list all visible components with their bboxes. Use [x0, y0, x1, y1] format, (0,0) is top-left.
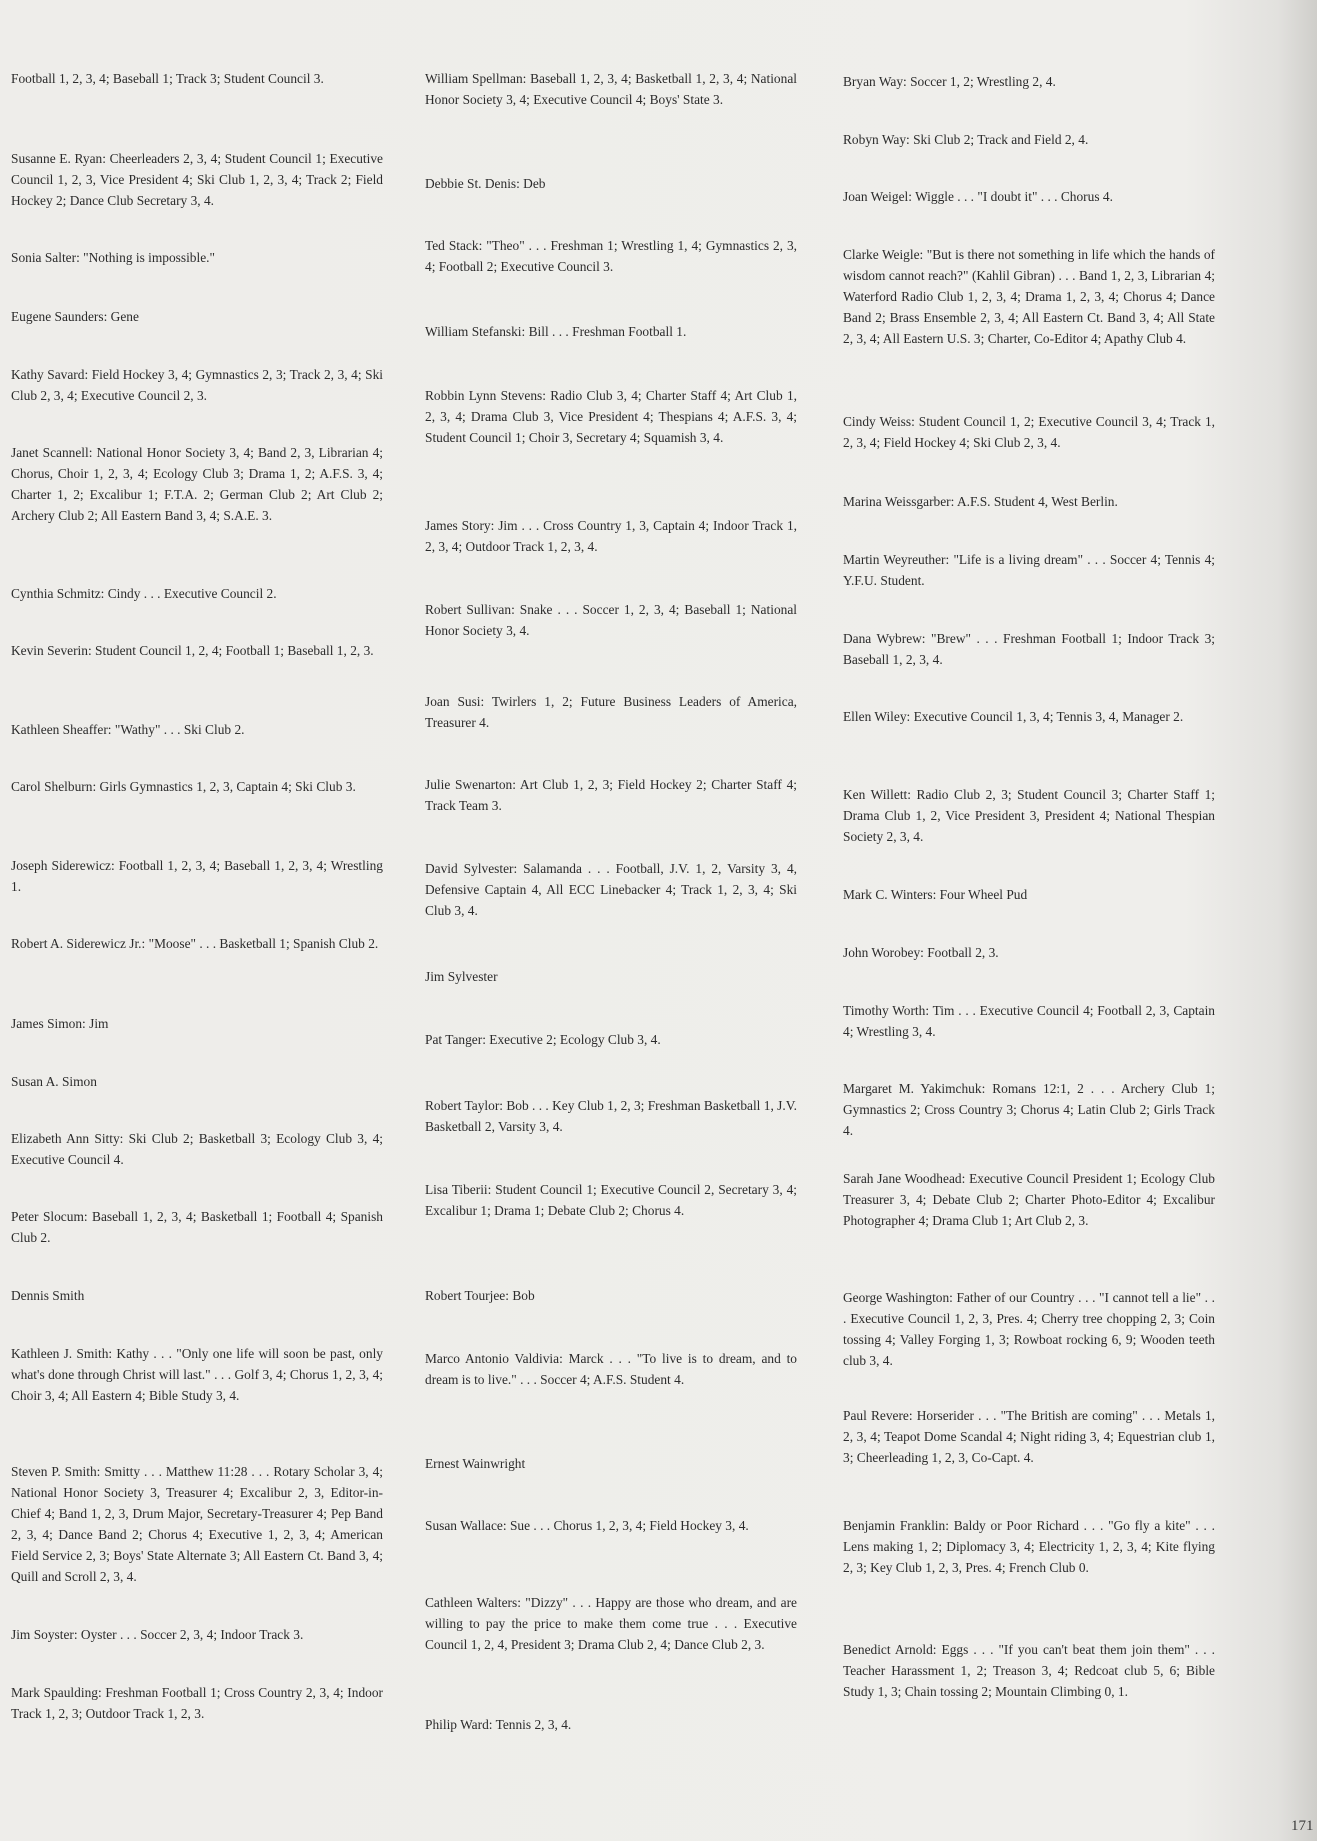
- senior-entry: Julie Swenarton: Art Club 1, 2, 3; Field Hockey 2; Charter Staff 4; Track Team 3.: [425, 777, 797, 813]
- senior-entry: Dennis Smith: [11, 1288, 85, 1303]
- senior-entry: Marco Antonio Valdivia: Marck . . . "To live is to dream, and to dream is to live." . . . Soccer 4; A.F.S. Student 4.: [425, 1351, 797, 1387]
- senior-entry: David Sylvester: Salamanda . . . Football, J.V. 1, 2, Varsity 3, 4, Defensive Captain 4, All ECC Linebacker 4; Track 1, 2, 3, 4; Ski Club 3, 4.: [425, 861, 797, 918]
- senior-entry: Margaret M. Yakimchuk: Romans 12:1, 2 . . . Archery Club 1; Gymnastics 2; Cross Country 3; Chorus 4; Latin Club 2; Girls Track 4.: [843, 1081, 1215, 1138]
- senior-entry: Sonia Salter: "Nothing is impossible.": [11, 250, 215, 265]
- senior-entry: Susanne E. Ryan: Cheerleaders 2, 3, 4; Student Council 1; Executive Council 1, 2, 3, Vice President 4; Ski Club 1, 2, 3, 4; Track 2; Field Hockey 2; Dance Club Secretary 3, 4.: [11, 151, 383, 208]
- senior-entry: Carol Shelburn: Girls Gymnastics 1, 2, 3, Captain 4; Ski Club 3.: [11, 779, 356, 794]
- senior-entry: Sarah Jane Woodhead: Executive Council President 1; Ecology Club Treasurer 3, 4; Debate Club 2; Charter Photo-Editor 4; Excalibur Photographer 4; Drama Club 1; Art Club 2, 3.: [843, 1171, 1215, 1228]
- senior-entry: Steven P. Smith: Smitty . . . Matthew 11:28 . . . Rotary Scholar 3, 4; National Honor Society 3, Treasurer 4; Excalibur 2, 3, Editor-in-Chief 4; Band 1, 2, 3, Drum Major, Secretary-Treasurer 4; Pep Band 2, 3, 4; Dance Band 2; Chorus 4; Executive 1, 2, 3, 4; American Field Service 2, 3; Boys' State Alternate 3; All Eastern Ct. Band 3, 4; Quill and Scroll 2, 3, 4.: [11, 1464, 383, 1584]
- senior-entry: Janet Scannell: National Honor Society 3, 4; Band 2, 3, Librarian 4; Chorus, Choir 1, 2, 3, 4; Ecology Club 3; Drama 1, 2; A.F.S. 3, 4; Charter 1, 2; Excalibur 1; F.T.A. 2; German Club 2; Art Club 2; Archery Club 2; All Eastern Band 3, 4; S.A.E. 3.: [11, 445, 383, 523]
- senior-entry: Ernest Wainwright: [425, 1456, 526, 1471]
- senior-entry: Martin Weyreuther: "Life is a living dream" . . . Soccer 4; Tennis 4; Y.F.U. Student.: [843, 552, 1215, 588]
- column-right: [843, 0, 1215, 1841]
- senior-entry: Timothy Worth: Tim . . . Executive Council 4; Football 2, 3, Captain 4; Wrestling 3, 4.: [843, 1003, 1215, 1039]
- senior-entry: Robert Tourjee: Bob: [425, 1288, 535, 1303]
- senior-entry: Robbin Lynn Stevens: Radio Club 3, 4; Charter Staff 4; Art Club 1, 2, 3, 4; Drama Club 3, Vice President 4; Thespians 4; A.F.S. 3, 4; Student Council 1; Choir 3, Secretary 4; Squamish 3, 4.: [425, 388, 797, 445]
- senior-entry: Benjamin Franklin: Baldy or Poor Richard . . . "Go fly a kite" . . . Lens making 1, 2; Diplomacy 3, 4; Electricity 1, 2, 3, 4; Kite flying 2, 3; Key Club 1, 2, 3, Pres. 4; French Club 0.: [843, 1518, 1215, 1575]
- senior-entry: William Stefanski: Bill . . . Freshman Football 1.: [425, 324, 687, 339]
- senior-entry: Debbie St. Denis: Deb: [425, 176, 546, 191]
- senior-entry: William Spellman: Baseball 1, 2, 3, 4; Basketball 1, 2, 3, 4; National Honor Society 3, 4; Executive Council 4; Boys' State 3.: [425, 71, 797, 107]
- senior-entry: George Washington: Father of our Country . . . "I cannot tell a lie" . . . Executive Council 1, 2, 3, Pres. 4; Cherry tree chopping 2, 3; Coin tossing 4; Valley Forging 1, 3; Rowboat rocking 6, 9; Wooden teeth club 3, 4.: [843, 1290, 1215, 1368]
- senior-entry: Lisa Tiberii: Student Council 1; Executive Council 2, Secretary 3, 4; Excalibur 1; Drama 1; Debate Club 2; Chorus 4.: [425, 1182, 797, 1218]
- page-number: 171: [1291, 1818, 1314, 1834]
- senior-entry: Cynthia Schmitz: Cindy . . . Executive Council 2.: [11, 586, 277, 601]
- senior-entry: Cathleen Walters: "Dizzy" . . . Happy are those who dream, and are willing to pay the price to make them come true . . . Executive Council 1, 2, 4, President 3; Drama Club 2, 4; Dance Club 2, 3.: [425, 1595, 797, 1652]
- senior-entry: Robyn Way: Ski Club 2; Track and Field 2, 4.: [843, 132, 1089, 147]
- senior-entry: Ellen Wiley: Executive Council 1, 3, 4; Tennis 3, 4, Manager 2.: [843, 709, 1184, 724]
- senior-entry: Kathleen Sheaffer: "Wathy" . . . Ski Club 2.: [11, 722, 245, 737]
- senior-entry: Susan Wallace: Sue . . . Chorus 1, 2, 3, 4; Field Hockey 3, 4.: [425, 1518, 749, 1533]
- senior-entry: Robert A. Siderewicz Jr.: "Moose" . . . Basketball 1; Spanish Club 2.: [11, 936, 379, 951]
- senior-entry: Ken Willett: Radio Club 2, 3; Student Council 3; Charter Staff 1; Drama Club 1, 2, Vice President 3, President 4; National Thespian Society 2, 3, 4.: [843, 787, 1215, 844]
- senior-entry: Joan Susi: Twirlers 1, 2; Future Business Leaders of America, Treasurer 4.: [425, 694, 797, 730]
- senior-entry: Mark Spaulding: Freshman Football 1; Cross Country 2, 3, 4; Indoor Track 1, 2, 3; Outdoor Track 1, 2, 3.: [11, 1685, 383, 1721]
- senior-entry: Peter Slocum: Baseball 1, 2, 3, 4; Basketball 1; Football 4; Spanish Club 2.: [11, 1209, 383, 1245]
- senior-entry: Bryan Way: Soccer 1, 2; Wrestling 2, 4.: [843, 74, 1056, 89]
- senior-entry: Susan A. Simon: [11, 1074, 97, 1089]
- senior-entry: Jim Sylvester: [425, 969, 498, 984]
- senior-entry: James Story: Jim . . . Cross Country 1, 3, Captain 4; Indoor Track 1, 2, 3, 4; Outdoor Track 1, 2, 3, 4.: [425, 518, 797, 554]
- senior-entry: Benedict Arnold: Eggs . . . "If you can't beat them join them" . . . Teacher Harassment 1, 2; Treason 3, 4; Redcoat club 5, 6; Bible Study 1, 3; Chain tossing 2; Mountain Climbing 0, 1.: [843, 1642, 1215, 1699]
- senior-entry: Mark C. Winters: Four Wheel Pud: [843, 887, 1028, 902]
- senior-entry: Philip Ward: Tennis 2, 3, 4.: [425, 1717, 572, 1732]
- senior-entry: Joseph Siderewicz: Football 1, 2, 3, 4; Baseball 1, 2, 3, 4; Wrestling 1.: [11, 858, 383, 894]
- column-left: [11, 0, 383, 1841]
- senior-entry: Pat Tanger: Executive 2; Ecology Club 3, 4.: [425, 1032, 661, 1047]
- senior-entry: Robert Sullivan: Snake . . . Soccer 1, 2, 3, 4; Baseball 1; National Honor Society 3, 4.: [425, 602, 797, 638]
- senior-entry: Joan Weigel: Wiggle . . . "I doubt it" . . . Chorus 4.: [843, 189, 1113, 204]
- senior-entry: Ted Stack: "Theo" . . . Freshman 1; Wrestling 1, 4; Gymnastics 2, 3, 4; Football 2; Executive Council 3.: [425, 238, 797, 274]
- senior-entry: Dana Wybrew: "Brew" . . . Freshman Football 1; Indoor Track 3; Baseball 1, 2, 3, 4.: [843, 631, 1215, 667]
- senior-entry: Jim Soyster: Oyster . . . Soccer 2, 3, 4; Indoor Track 3.: [11, 1627, 304, 1642]
- senior-entry: Eugene Saunders: Gene: [11, 309, 139, 324]
- senior-entry: Cindy Weiss: Student Council 1, 2; Executive Council 3, 4; Track 1, 2, 3, 4; Field Hockey 4; Ski Club 2, 3, 4.: [843, 414, 1215, 450]
- senior-entry: John Worobey: Football 2, 3.: [843, 945, 999, 960]
- senior-entry: Kathy Savard: Field Hockey 3, 4; Gymnastics 2, 3; Track 2, 3, 4; Ski Club 2, 3, 4; Executive Council 2, 3.: [11, 367, 383, 403]
- senior-entry: James Simon: Jim: [11, 1016, 109, 1031]
- senior-entry: Marina Weissgarber: A.F.S. Student 4, West Berlin.: [843, 494, 1118, 509]
- senior-entry: Kevin Severin: Student Council 1, 2, 4; Football 1; Baseball 1, 2, 3.: [11, 643, 374, 658]
- senior-entry: Robert Taylor: Bob . . . Key Club 1, 2, 3; Freshman Basketball 1, J.V. Basketball 2, Varsity 3, 4.: [425, 1098, 797, 1134]
- senior-entry: Elizabeth Ann Sitty: Ski Club 2; Basketball 3; Ecology Club 3, 4; Executive Council 4.: [11, 1131, 383, 1167]
- senior-entry: Clarke Weigle: "But is there not something in life which the hands of wisdom cannot reach?" (Kahlil Gibran) . . . Band 1, 2, 3, Librarian 4; Waterford Radio Club 1, 2, 3, 4; Drama 1, 2, 3, 4; Chorus 4; Dance Band 2; Brass Ensemble 2, 3, 4; All Eastern Ct. Band 3, 4; All State 2, 3, 4; All Eastern U.S. 3; Charter, Co-Editor 4; Apathy Club 4.: [843, 247, 1215, 346]
- column-middle: [425, 0, 797, 1841]
- senior-entry: Paul Revere: Horserider . . . "The British are coming" . . . Metals 1, 2, 3, 4; Teapot Dome Scandal 4; Night riding 3, 4; Equestrian club 1, 3; Cheerleading 1, 2, 3, Co-Capt. 4.: [843, 1408, 1215, 1465]
- senior-entry: Football 1, 2, 3, 4; Baseball 1; Track 3; Student Council 3.: [11, 71, 324, 86]
- senior-entry: Kathleen J. Smith: Kathy . . . "Only one life will soon be past, only what's done through Christ will last." . . . Golf 3, 4; Chorus 1, 2, 3, 4; Choir 3, 4; All Eastern 4; Bible Study 3, 4.: [11, 1346, 383, 1403]
